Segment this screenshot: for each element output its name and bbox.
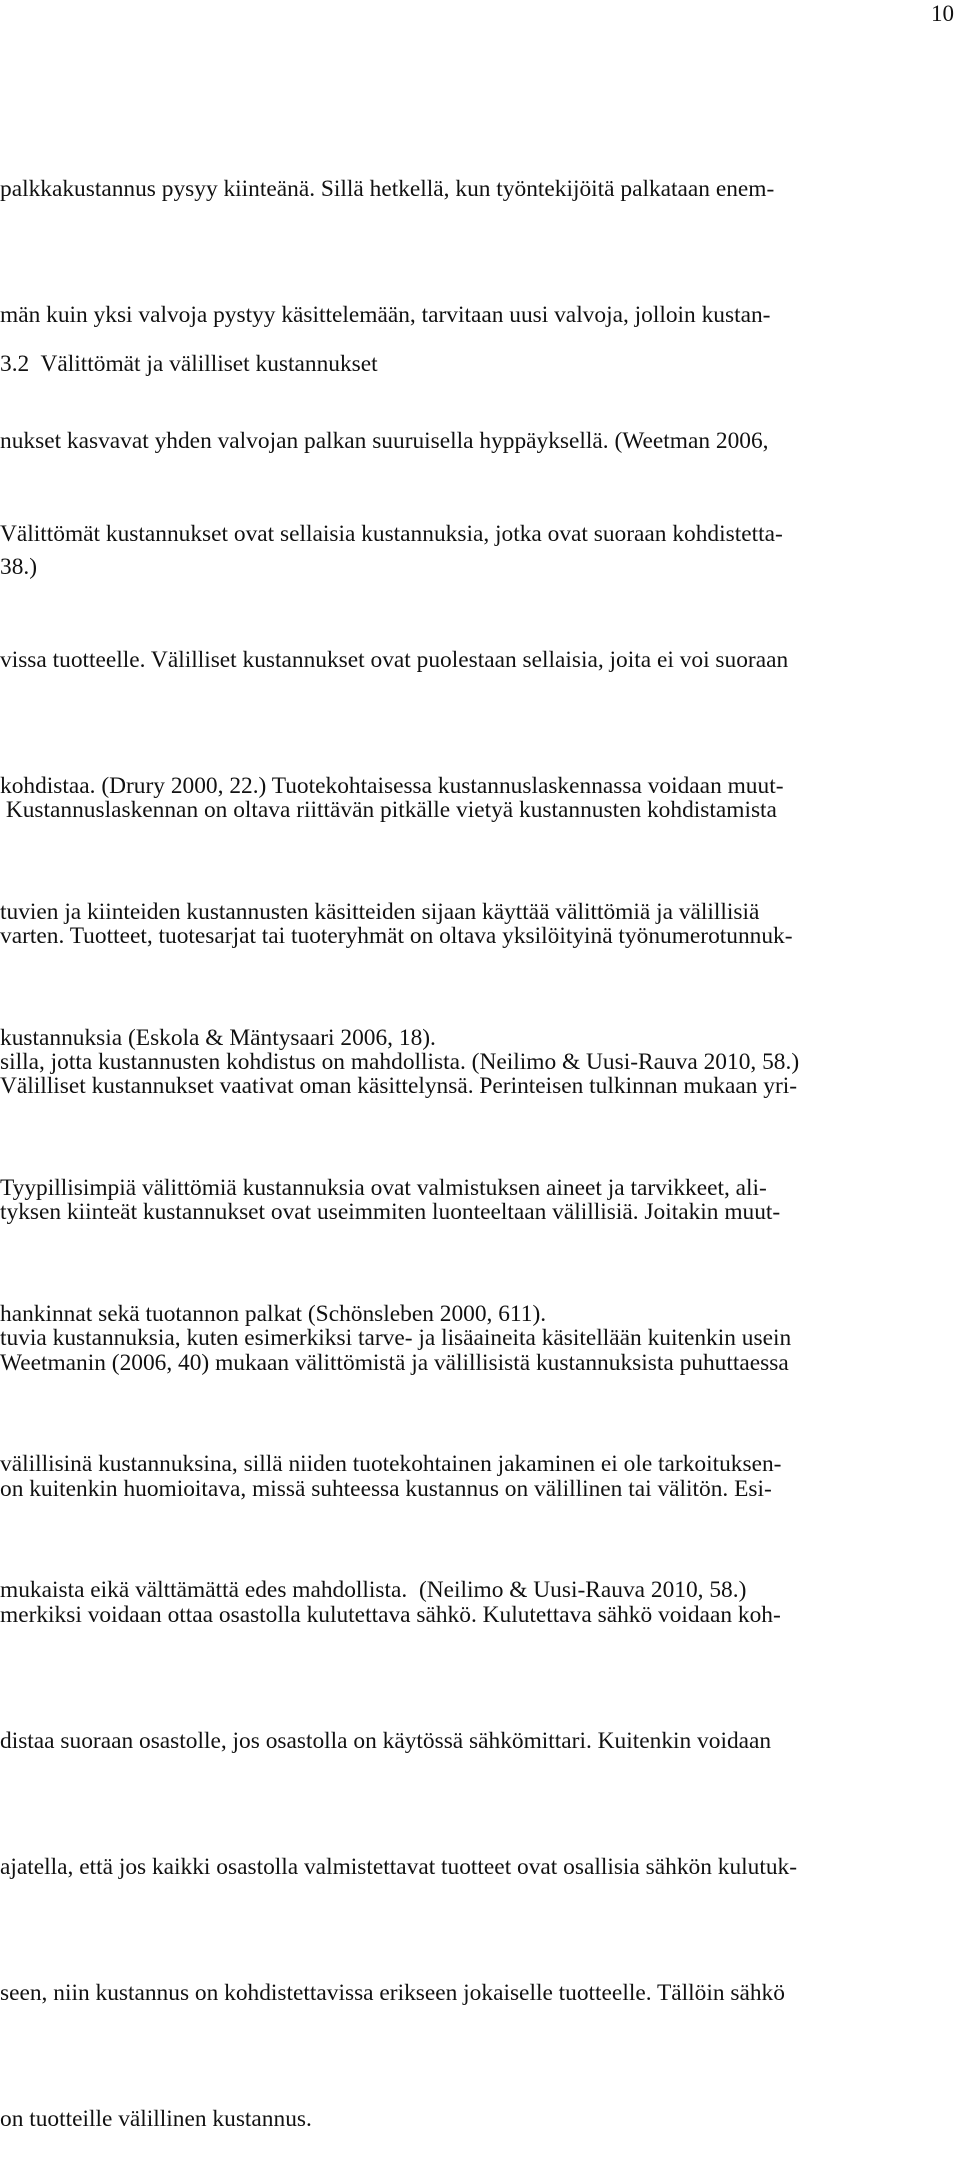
text-line: Weetmanin (2006, 40) mukaan välittömistä ja välillisistä kustannuksista puhuttaessa [0, 1350, 789, 1376]
paragraph-weetman-example [0, 1258, 960, 2182]
text-line: mukaista eikä välttämättä edes mahdollista. (Neilimo & Uusi-Rauva 2010, 58.) [0, 1577, 747, 1603]
section-heading: 3.2 Välittömät ja välilliset kustannukset [0, 351, 378, 377]
text-line: Tyypillisimpiä välittömiä kustannuksia ovat valmistuksen aineet ja tarvikkeet, ali- [0, 1175, 767, 1201]
text-line: kustannuksia (Eskola & Mäntysaari 2006, 18). [0, 1025, 436, 1051]
text-line: on tuotteille välillinen kustannus. [0, 2106, 312, 2132]
text-line: silla, jotta kustannusten kohdistus on mahdollista. (Neilimo & Uusi-Rauva 2010, 58.) [0, 1049, 800, 1075]
text-line: seen, niin kustannus on kohdistettavissa erikseen jokaiselle tuotteelle. Tällöin sähkö [0, 1980, 785, 2006]
text-line: nukset kasvavat yhden valvojan palkan suuruisella hyppäyksellä. (Weetman 2006, [0, 428, 769, 454]
text-line: distaa suoraan osastolle, jos osastolla on käytössä sähkömittari. Kuitenkin voidaan [0, 1728, 772, 1754]
page-number: 10 [931, 1, 954, 26]
text-line: 38.) [0, 554, 38, 580]
text-line: merkiksi voidaan ottaa osastolla kulutettava sähkö. Kulutettava sähkö voidaan koh- [0, 1602, 781, 1628]
text-line: kohdistaa. (Drury 2000, 22.) Tuotekohtaisessa kustannuslaskennassa voidaan muut- [0, 773, 784, 799]
text-line: palkkakustannus pysyy kiinteänä. Sillä hetkellä, kun työntekijöitä palkataan enem- [0, 176, 775, 202]
text-line: hankinnat sekä tuotannon palkat (Schönsleben 2000, 611). [0, 1301, 547, 1327]
text-line: tuvia kustannuksia, kuten esimerkiksi tarve- ja lisäaineita käsitellään kuitenkin usein [0, 1325, 792, 1351]
text-line: Välilliset kustannukset vaativat oman käsittelynsä. Perinteisen tulkinnan mukaan yri- [0, 1073, 798, 1099]
text-line: on kuitenkin huomioitava, missä suhteessa kustannus on välillinen tai välitön. Esi- [0, 1476, 772, 1502]
text-line: varten. Tuotteet, tuotesarjat tai tuoteryhmät on oltava yksilöityinä työnumerotunnuk- [0, 923, 793, 949]
text-line: vissa tuotteelle. Välilliset kustannukset ovat puolestaan sellaisia, joita ei voi suoraan [0, 647, 789, 673]
text-line: Kustannuslaskennan on oltava riittävän pitkälle vietyä kustannusten kohdistamista [0, 797, 777, 823]
text-line: tuvien ja kiinteiden kustannusten käsitteiden sijaan käyttää välittömiä ja välillisiä [0, 899, 760, 925]
text-line: män kuin yksi valvoja pystyy käsittelemään, tarvitaan uusi valvoja, jolloin kustan- [0, 302, 771, 328]
text-line: Välittömät kustannukset ovat sellaisia kustannuksia, jotka ovat suoraan kohdistetta- [0, 521, 783, 547]
text-line: tyksen kiinteät kustannukset ovat useimmiten luonteeltaan välillisiä. Joitakin muut- [0, 1199, 781, 1225]
text-line: välillisinä kustannuksina, sillä niiden tuotekohtainen jakaminen ei ole tarkoituksen- [0, 1451, 782, 1477]
text-line: ajatella, että jos kaikki osastolla valmistettavat tuotteet ovat osallisia sähkön kulutuk- [0, 1854, 798, 1880]
